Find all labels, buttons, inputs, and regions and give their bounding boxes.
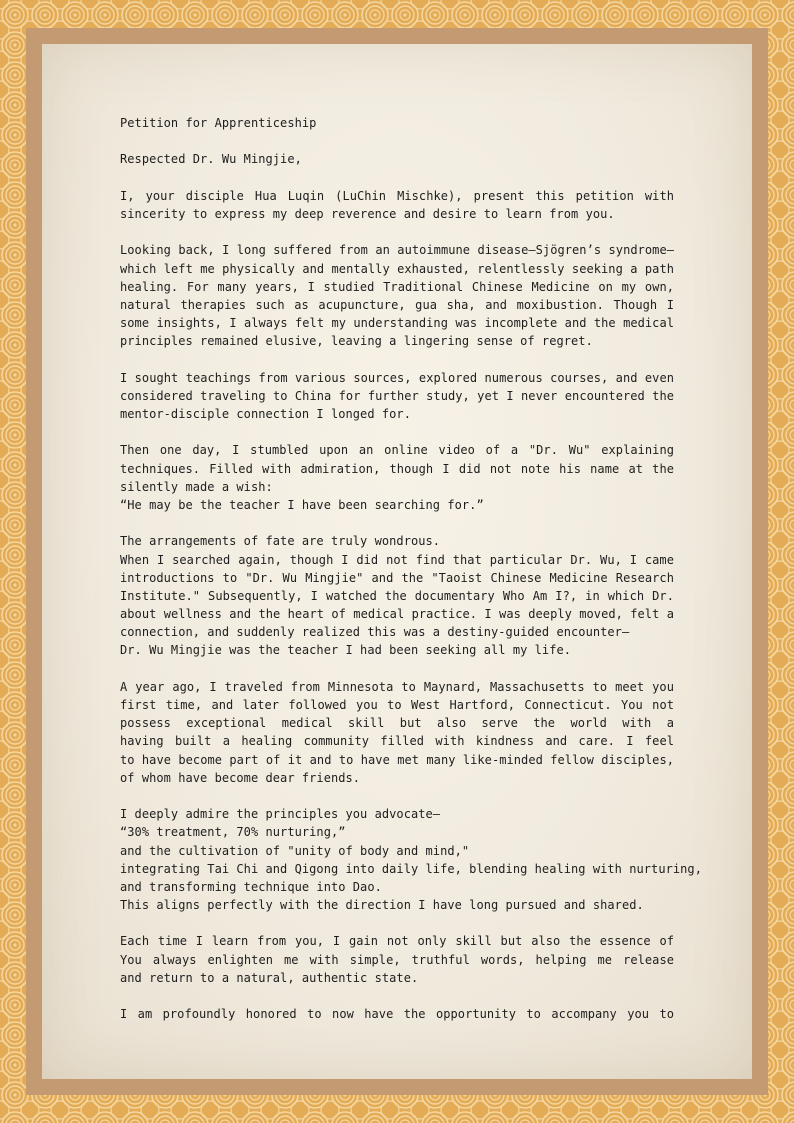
spacer <box>120 423 674 441</box>
paragraph-line: Institute." Subsequently, I watched the documentary Who Am I?, in which Dr. <box>120 588 674 603</box>
spacer <box>120 660 674 678</box>
letter-paragraph <box>120 369 674 424</box>
paragraph-line: The arrangements of fate are truly wondrous. <box>120 534 441 549</box>
paragraph-line: I am profoundly honored to now have the opportunity to accompany you to <box>120 1007 674 1022</box>
letter-salutation: Respected Dr. Wu Mingjie, <box>120 152 302 167</box>
paragraph-line: integrating Tai Chi and Qigong into daily life, blending healing with nurturing, <box>120 861 702 876</box>
paragraph-line: healing. For many years, I studied Traditional Chinese Medicine on my own, <box>120 279 674 294</box>
paragraph-line: Then one day, I stumbled upon an online video of a "Dr. Wu" explaining <box>120 443 674 458</box>
paragraph-line: considered traveling to China for further study, yet I never encountered the <box>120 388 674 403</box>
paragraph-line: and return to a natural, authentic state. <box>120 970 419 985</box>
paragraph-line: introductions to "Dr. Wu Mingjie" and the "Taoist Chinese Medicine Research <box>120 570 674 585</box>
paragraph-line: principles remained elusive, leaving a lingering sense of regret. <box>120 334 593 349</box>
paragraph-line: connection, and suddenly realized this was a destiny-guided encounter— <box>120 625 630 640</box>
paragraph-line: sincerity to express my deep reverence and desire to learn from you. <box>120 206 615 221</box>
petition-letter <box>120 114 702 1023</box>
letter-paragraph <box>120 678 674 787</box>
letter-paragraph <box>120 187 674 223</box>
paragraph-line: Each time I learn from you, I gain not only skill but also the essence of <box>120 934 674 949</box>
paragraph-line: of whom have become dear friends. <box>120 770 361 785</box>
spacer <box>120 987 674 1005</box>
paragraph-line: and transforming technique into Dao. <box>120 879 382 894</box>
paragraph-line: “He may be the teacher I have been searching for.” <box>120 497 484 512</box>
paragraph-line: I, your disciple Hua Luqin (LuChin Mischke), present this petition with <box>120 188 674 203</box>
spacer <box>120 223 674 241</box>
spacer <box>120 914 674 932</box>
paragraph-line: first time, and later followed you to West Hartford, Connecticut. You not <box>120 698 674 712</box>
paragraph-line: about wellness and the heart of medical practice. I was deeply moved, felt a <box>120 607 674 622</box>
paragraph-line: and the cultivation of "unity of body and mind," <box>120 843 470 858</box>
letter-paragraph <box>120 532 674 659</box>
paragraph-line: mentor-disciple connection I longed for. <box>120 407 411 421</box>
paragraph-line: A year ago, I traveled from Minnesota to Maynard, Massachusetts to meet you <box>120 679 674 694</box>
spacer <box>120 132 674 150</box>
paragraph-line: having built a healing community filled with kindness and care. I feel <box>120 734 674 749</box>
spacer <box>120 350 674 368</box>
paragraph-line: I sought teachings from various sources, explored numerous courses, and even <box>120 370 674 385</box>
paragraph-line: Dr. Wu Mingjie was the teacher I had been seeking all my life. <box>120 643 572 658</box>
paragraph-line: I deeply admire the principles you advocate— <box>120 807 441 822</box>
paragraph-line: possess exceptional medical skill but also serve the world with a <box>120 716 674 731</box>
paragraph-line: silently made a wish: <box>120 479 273 494</box>
spacer <box>120 169 674 187</box>
paragraph-line: natural therapies such as acupuncture, gua sha, and moxibustion. Though I <box>120 297 674 312</box>
paragraph-line: This aligns perfectly with the direction I have long pursued and shared. <box>120 898 644 913</box>
parchment-page <box>42 44 752 1079</box>
paragraph-line: When I searched again, though I did not find that particular Dr. Wu, I came <box>120 552 674 567</box>
letter-paragraph <box>120 241 674 350</box>
letter-title: Petition for Apprenticeship <box>120 116 317 130</box>
paragraph-line: Looking back, I long suffered from an autoimmune disease—Sjögren’s syndrome— <box>120 243 674 258</box>
paragraph-line: techniques. Filled with admiration, though I did not note his name at the <box>120 461 674 476</box>
paragraph-line: to have become part of it and to have met many like-minded fellow disciples, <box>120 752 674 767</box>
letter-body <box>120 187 702 1024</box>
letter-paragraph <box>120 932 674 987</box>
letter-paragraph <box>120 805 702 914</box>
letter-paragraph <box>120 1005 674 1023</box>
paragraph-line: which left me physically and mentally exhausted, relentlessly seeking a path <box>120 261 674 276</box>
paragraph-line: “30% treatment, 70% nurturing,” <box>120 825 346 840</box>
spacer <box>120 514 674 532</box>
paragraph-line: You always enlighten me with simple, truthful words, helping me release <box>120 952 674 967</box>
paragraph-line: some insights, I always felt my understanding was incomplete and the medical <box>120 316 674 331</box>
spacer <box>120 787 674 805</box>
letter-paragraph <box>120 441 674 514</box>
